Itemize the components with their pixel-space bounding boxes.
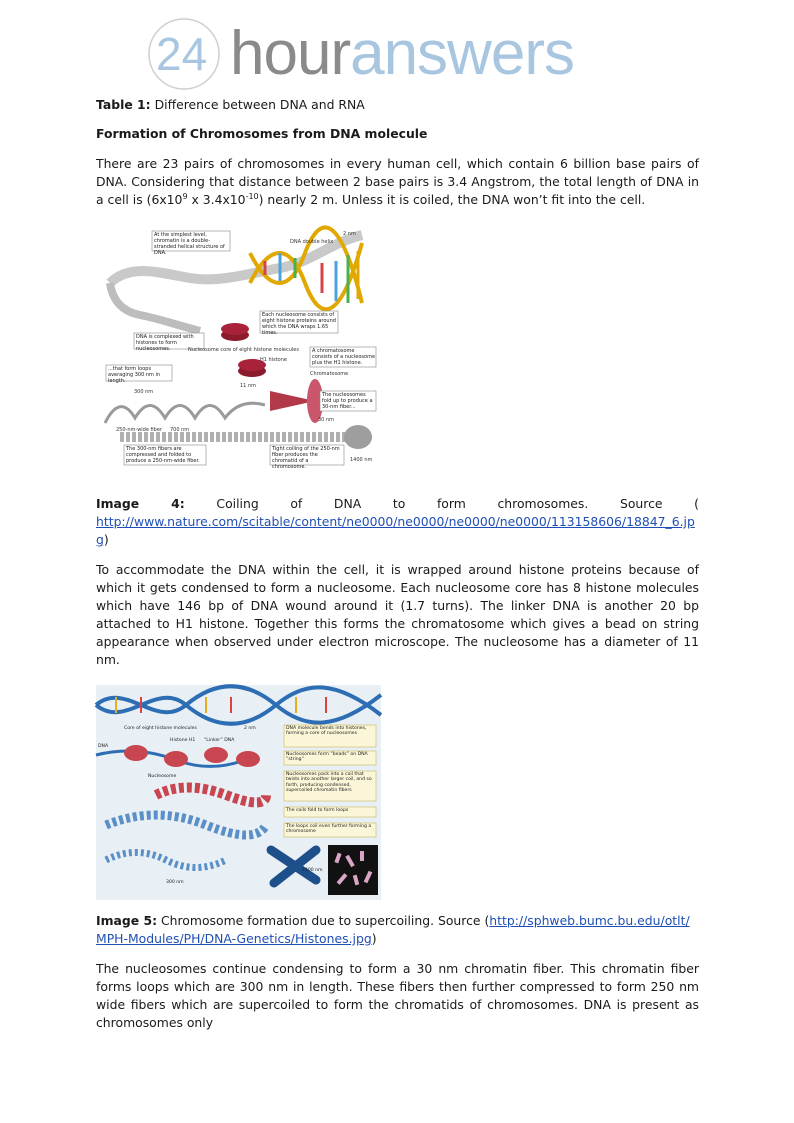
image5-caption-end: ) [371, 931, 377, 946]
callout-1-text: At the simplest level, chromatin is a double-stranded helical structure of DNA. [154, 232, 225, 256]
label-core: Core of eight histone molecules [124, 726, 197, 731]
callout-2-text: DNA is complexed with histones to form nucleosomes. [136, 334, 194, 352]
note-2: Nucleosomes form “beads” on DNA “string” [286, 752, 368, 763]
callout-8-text: Tight coiling of the 250-nm fiber produces the chromatid of a chromosome. [272, 446, 340, 470]
logo-word-answers: answers [350, 19, 574, 88]
logo-number: 24 [156, 28, 208, 80]
para1-sup-1: 9 [182, 191, 188, 201]
table-caption-label: Table 1: [96, 97, 151, 112]
chromatid-end [344, 425, 372, 449]
figure2-illustration [96, 685, 381, 900]
table-caption-text: Difference between DNA and RNA [154, 97, 365, 112]
image4-source [96, 513, 699, 549]
note-1: DNA molecule bends into histones, forming a core of nucleosomes [286, 726, 367, 737]
para1-part-b: x 3.4x10 [187, 192, 246, 207]
label-h1-histone: H1 histone [260, 357, 287, 363]
label-dna: DNA [98, 744, 109, 749]
figure-supercoiling [96, 685, 381, 900]
paragraph-1 [96, 155, 699, 209]
label-1400nm: 1400 nm [350, 457, 373, 463]
callout-3-text: Each nucleosome consists of eight histone proteins around which the DNA wraps 1.65 times. [262, 312, 336, 336]
note-5: The loops coil even further forming a chromosome [286, 824, 372, 835]
label-250nm-fiber: 250-nm-wide fiber [116, 427, 162, 433]
image5-caption-label: Image 5: [96, 913, 158, 928]
image4-source-link[interactable]: http://www.nature.com/scitable/content/ne0000/ne0000/ne0000/ne0000/113158606/18847_6.jpg [96, 514, 695, 547]
label-2nm: 2 nm [343, 231, 356, 237]
label-linker: “Linker” DNA [204, 738, 235, 743]
para1-part-c: ) nearly 2 m. Unless it is coiled, the DNA won’t fit into the cell. [258, 192, 646, 207]
table-caption [96, 96, 699, 114]
label-30nm: 30 nm [318, 417, 334, 423]
label-dna-helix: DNA double helix [290, 239, 334, 245]
image5-caption-text: Chromosome formation due to supercoiling. Source ( [157, 913, 490, 928]
note-4: The coils fold to form loops [286, 808, 349, 813]
label-2nm: 2 nm [244, 726, 256, 731]
image4-caption-text: Coiling of DNA to form chromosomes. Source ( [184, 496, 700, 511]
thirty-nm-fiber [270, 379, 323, 423]
label-nucleosome-core: Nucleosome core of eight histone molecules [188, 347, 299, 353]
image4-caption-label: Image 4: [96, 496, 185, 511]
figure-chromosome-coiling [100, 223, 380, 470]
label-11nm: 11 nm [240, 383, 256, 389]
label-nucleosome: Nucleosome [148, 774, 177, 779]
chromatin-strand [110, 283, 200, 331]
logo-wordmark [230, 18, 574, 90]
image4-caption [96, 495, 699, 513]
fiber-loops [105, 403, 265, 423]
para1-sup-2: -10 [245, 191, 259, 201]
label-chromatosome: Chromatosome [310, 371, 349, 377]
paragraph-3: The nucleosomes continue condensing to form a 30 nm chromatin fiber. This chromatin fiber forms loops which are 300 nm in length. These fibers then further compressed to form 250 nm wide fibers which are supercoiled to form the chromatids of chromosomes. DNA is present as chromosomes only [96, 961, 699, 1030]
figure1-illustration [100, 223, 380, 470]
callout-4-text: A chromatosome consists of a nucleosome plus the H1 histone. [312, 348, 376, 366]
callout-5-text: The nucleosomes fold up to produce a 30-nm fiber... [322, 392, 373, 410]
document-body [96, 96, 699, 1032]
callout-7-text: The 300-nm fibers are compressed and folded to produce a 250-nm-wide fiber. [126, 446, 200, 464]
paragraph-2: To accommodate the DNA within the cell, it is wrapped around histone proteins because of which it gets condensed to form a nucleosome. Each nucleosome core has 8 histone molecules which have 146 bp of DNA wound around it (1.7 turns). The linker DNA is another 20 bp attached to H1 histone. Together this forms the chromatosome which gives a bead on string appearance when observed under electron microscope. The nucleosome has a diameter of 11 nm. [96, 562, 699, 667]
brand-logo [146, 20, 616, 92]
image4-caption-end: ) [103, 532, 109, 547]
label-700nm: 700 nm [170, 427, 190, 433]
label-300nm: 300 nm [134, 389, 154, 395]
image5-source-link[interactable]: http://sphweb.bumc.bu.edu/otlt/MPH-Modules/PH/DNA-Genetics/Histones.jpg [96, 913, 690, 946]
section-heading: Formation of Chromosomes from DNA molecule [96, 126, 428, 141]
label-histone-h1: Histone H1 [170, 738, 196, 743]
logo-word-hour: hour [230, 19, 351, 88]
label-300nm: 300 nm [166, 880, 184, 885]
callout-6-text: ...that form loops averaging 300 nm in length. [108, 366, 161, 384]
para1-part-a: There are 23 pairs of chromosomes in every human cell, which contain 6 billion base pairs of DNA. Considering that distance between 2 base pairs is 3.4 Angstrom, the total length of DNA in a cell is (6x10 [96, 156, 699, 207]
note-3: Nucleosomes pack into a coil that twists into another larger coil, and so forth, producing condensed, supercoiled chromatin fibers [286, 772, 372, 794]
label-1400nm: 1400 nm [302, 868, 323, 873]
micrograph-inset [328, 845, 378, 895]
image5-caption [96, 912, 699, 948]
